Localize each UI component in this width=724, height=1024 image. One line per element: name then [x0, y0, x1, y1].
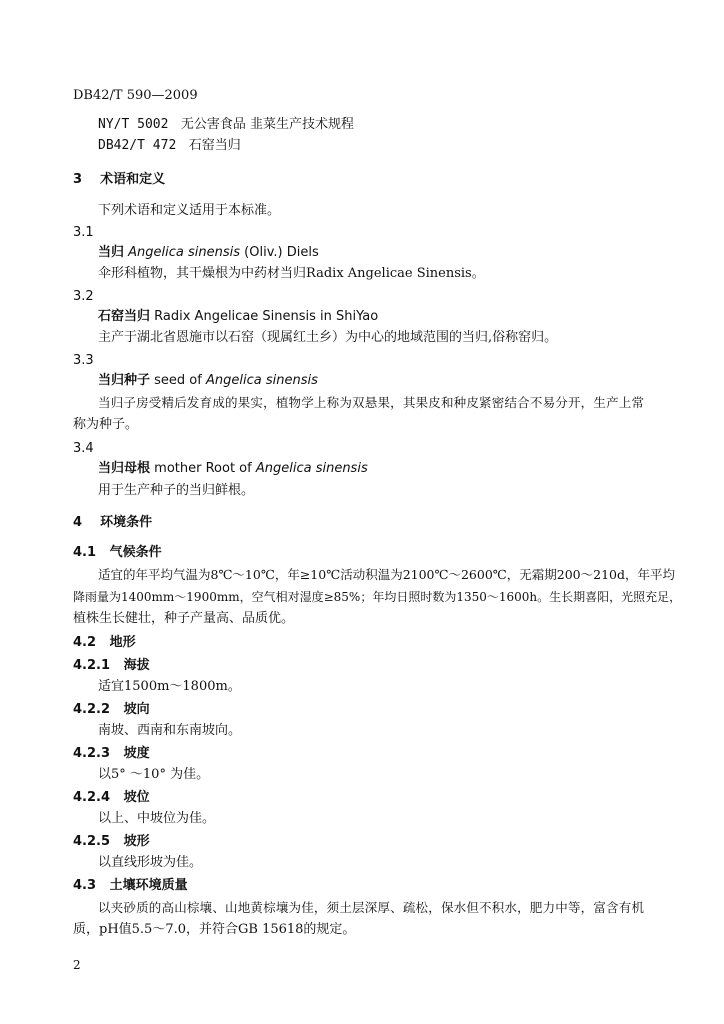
term-latin: Angelica sinensis	[205, 373, 318, 388]
paragraph: 适宜1500m～1800m。	[98, 679, 241, 694]
term-latin: Angelica sinensis	[128, 245, 241, 260]
document-code: DB42/T 590—2009	[73, 88, 198, 103]
reference-title: 石窑当归	[188, 138, 241, 153]
section-number: 3	[73, 172, 83, 187]
paragraph-line: 质，pH值5.5～7.0，并符合GB 15618的规定。	[73, 922, 356, 937]
clause-number: 4.2.5	[73, 834, 111, 849]
paragraph: 南坡、西南和东南坡向。	[98, 723, 242, 738]
clause-heading	[73, 789, 150, 807]
term-english-prefix: mother Root of	[154, 461, 252, 476]
page-number: 2	[73, 958, 81, 972]
reference-item	[98, 116, 354, 134]
section-heading	[73, 514, 152, 532]
term-english-prefix: seed of	[154, 373, 202, 388]
term-chinese: 当归	[98, 245, 125, 260]
term-latin: Angelica sinensis	[255, 461, 368, 476]
reference-code: DB42/T 472	[98, 138, 177, 153]
term-author: (Oliv.) Diels	[244, 245, 319, 260]
section-title: 环境条件	[100, 515, 153, 530]
clause-title: 坡位	[123, 790, 150, 805]
subsection-title: 气候条件	[109, 545, 162, 560]
subsection-number: 4.3	[73, 878, 97, 893]
reference-title: 无公害食品 韭菜生产技术规程	[180, 117, 354, 132]
term-line	[98, 244, 319, 262]
definition: 当归子房受精后发育成的果实，植物学上称为双悬果，其果皮和种皮紧密结合不易分开，生产上常	[98, 395, 644, 410]
term-chinese: 当归母根	[98, 461, 151, 476]
subsection-heading	[73, 634, 136, 652]
subsection-heading	[73, 544, 162, 562]
section-number: 4	[73, 515, 83, 530]
term-line	[98, 372, 318, 390]
clause-number: 4.2.3	[73, 746, 111, 761]
clause-number: 3.2	[73, 289, 94, 304]
clause-number: 3.3	[73, 353, 94, 368]
paragraph-line: 植株生长健壮，种子产量高、品质优。	[73, 611, 295, 626]
term-english: Radix Angelicae Sinensis in ShiYao	[154, 309, 379, 324]
paragraph: 以5° ～10° 为佳。	[98, 767, 210, 782]
section-heading	[73, 171, 165, 189]
clause-number: 3.1	[73, 225, 94, 240]
paragraph: 下列术语和定义适用于本标准。	[98, 203, 281, 218]
term-chinese: 当归种子	[98, 373, 151, 388]
reference-item	[98, 137, 241, 155]
clause-heading	[73, 701, 150, 719]
section-title: 术语和定义	[100, 172, 166, 187]
paragraph: 以直线形坡为佳。	[98, 855, 203, 870]
definition-continued: 称为种子。	[73, 417, 139, 432]
paragraph-line: 以夹砂质的高山棕壤、山地黄棕壤为佳，须土层深厚、疏松，保水但不积水，肥力中等，富含有机	[98, 900, 644, 915]
definition: 用于生产种子的当归鲜根。	[98, 483, 255, 498]
clause-title: 坡度	[123, 746, 150, 761]
clause-heading	[73, 657, 150, 675]
clause-number: 4.2.4	[73, 790, 111, 805]
paragraph-line: 降雨量为1400mm～1900mm，空气相对湿度≥85%；年均日照时数为1350～1600h。生长期喜阳，光照充足，	[73, 590, 682, 604]
clause-number: 4.2.2	[73, 702, 111, 717]
clause-heading	[73, 833, 150, 851]
clause-heading	[73, 745, 150, 763]
definition: 主产于湖北省恩施市以石窑（现属红土乡）为中心的地域范围的当归,俗称窑归。	[98, 330, 558, 345]
subsection-number: 4.2	[73, 635, 97, 650]
clause-title: 坡形	[123, 834, 150, 849]
clause-title: 海拔	[123, 658, 150, 673]
subsection-number: 4.1	[73, 545, 97, 560]
subsection-heading	[73, 877, 188, 895]
clause-title: 坡向	[123, 702, 150, 717]
term-chinese: 石窑当归	[98, 309, 151, 324]
paragraph: 以上、中坡位为佳。	[98, 811, 216, 826]
paragraph-line: 适宜的年平均气温为8℃～10℃，年≥10℃活动积温为2100℃～2600℃，无霜期200～210d，年平均	[98, 567, 675, 582]
term-line	[98, 308, 378, 326]
term-line	[98, 460, 368, 478]
clause-number: 4.2.1	[73, 658, 111, 673]
clause-number: 3.4	[73, 441, 94, 456]
subsection-title: 地形	[109, 635, 136, 650]
subsection-title: 土壤环境质量	[109, 878, 188, 893]
definition: 伞形科植物，其干燥根为中药材当归Radix Angelicae Sinensis。	[98, 266, 485, 281]
reference-code: NY/T 5002	[98, 117, 169, 132]
